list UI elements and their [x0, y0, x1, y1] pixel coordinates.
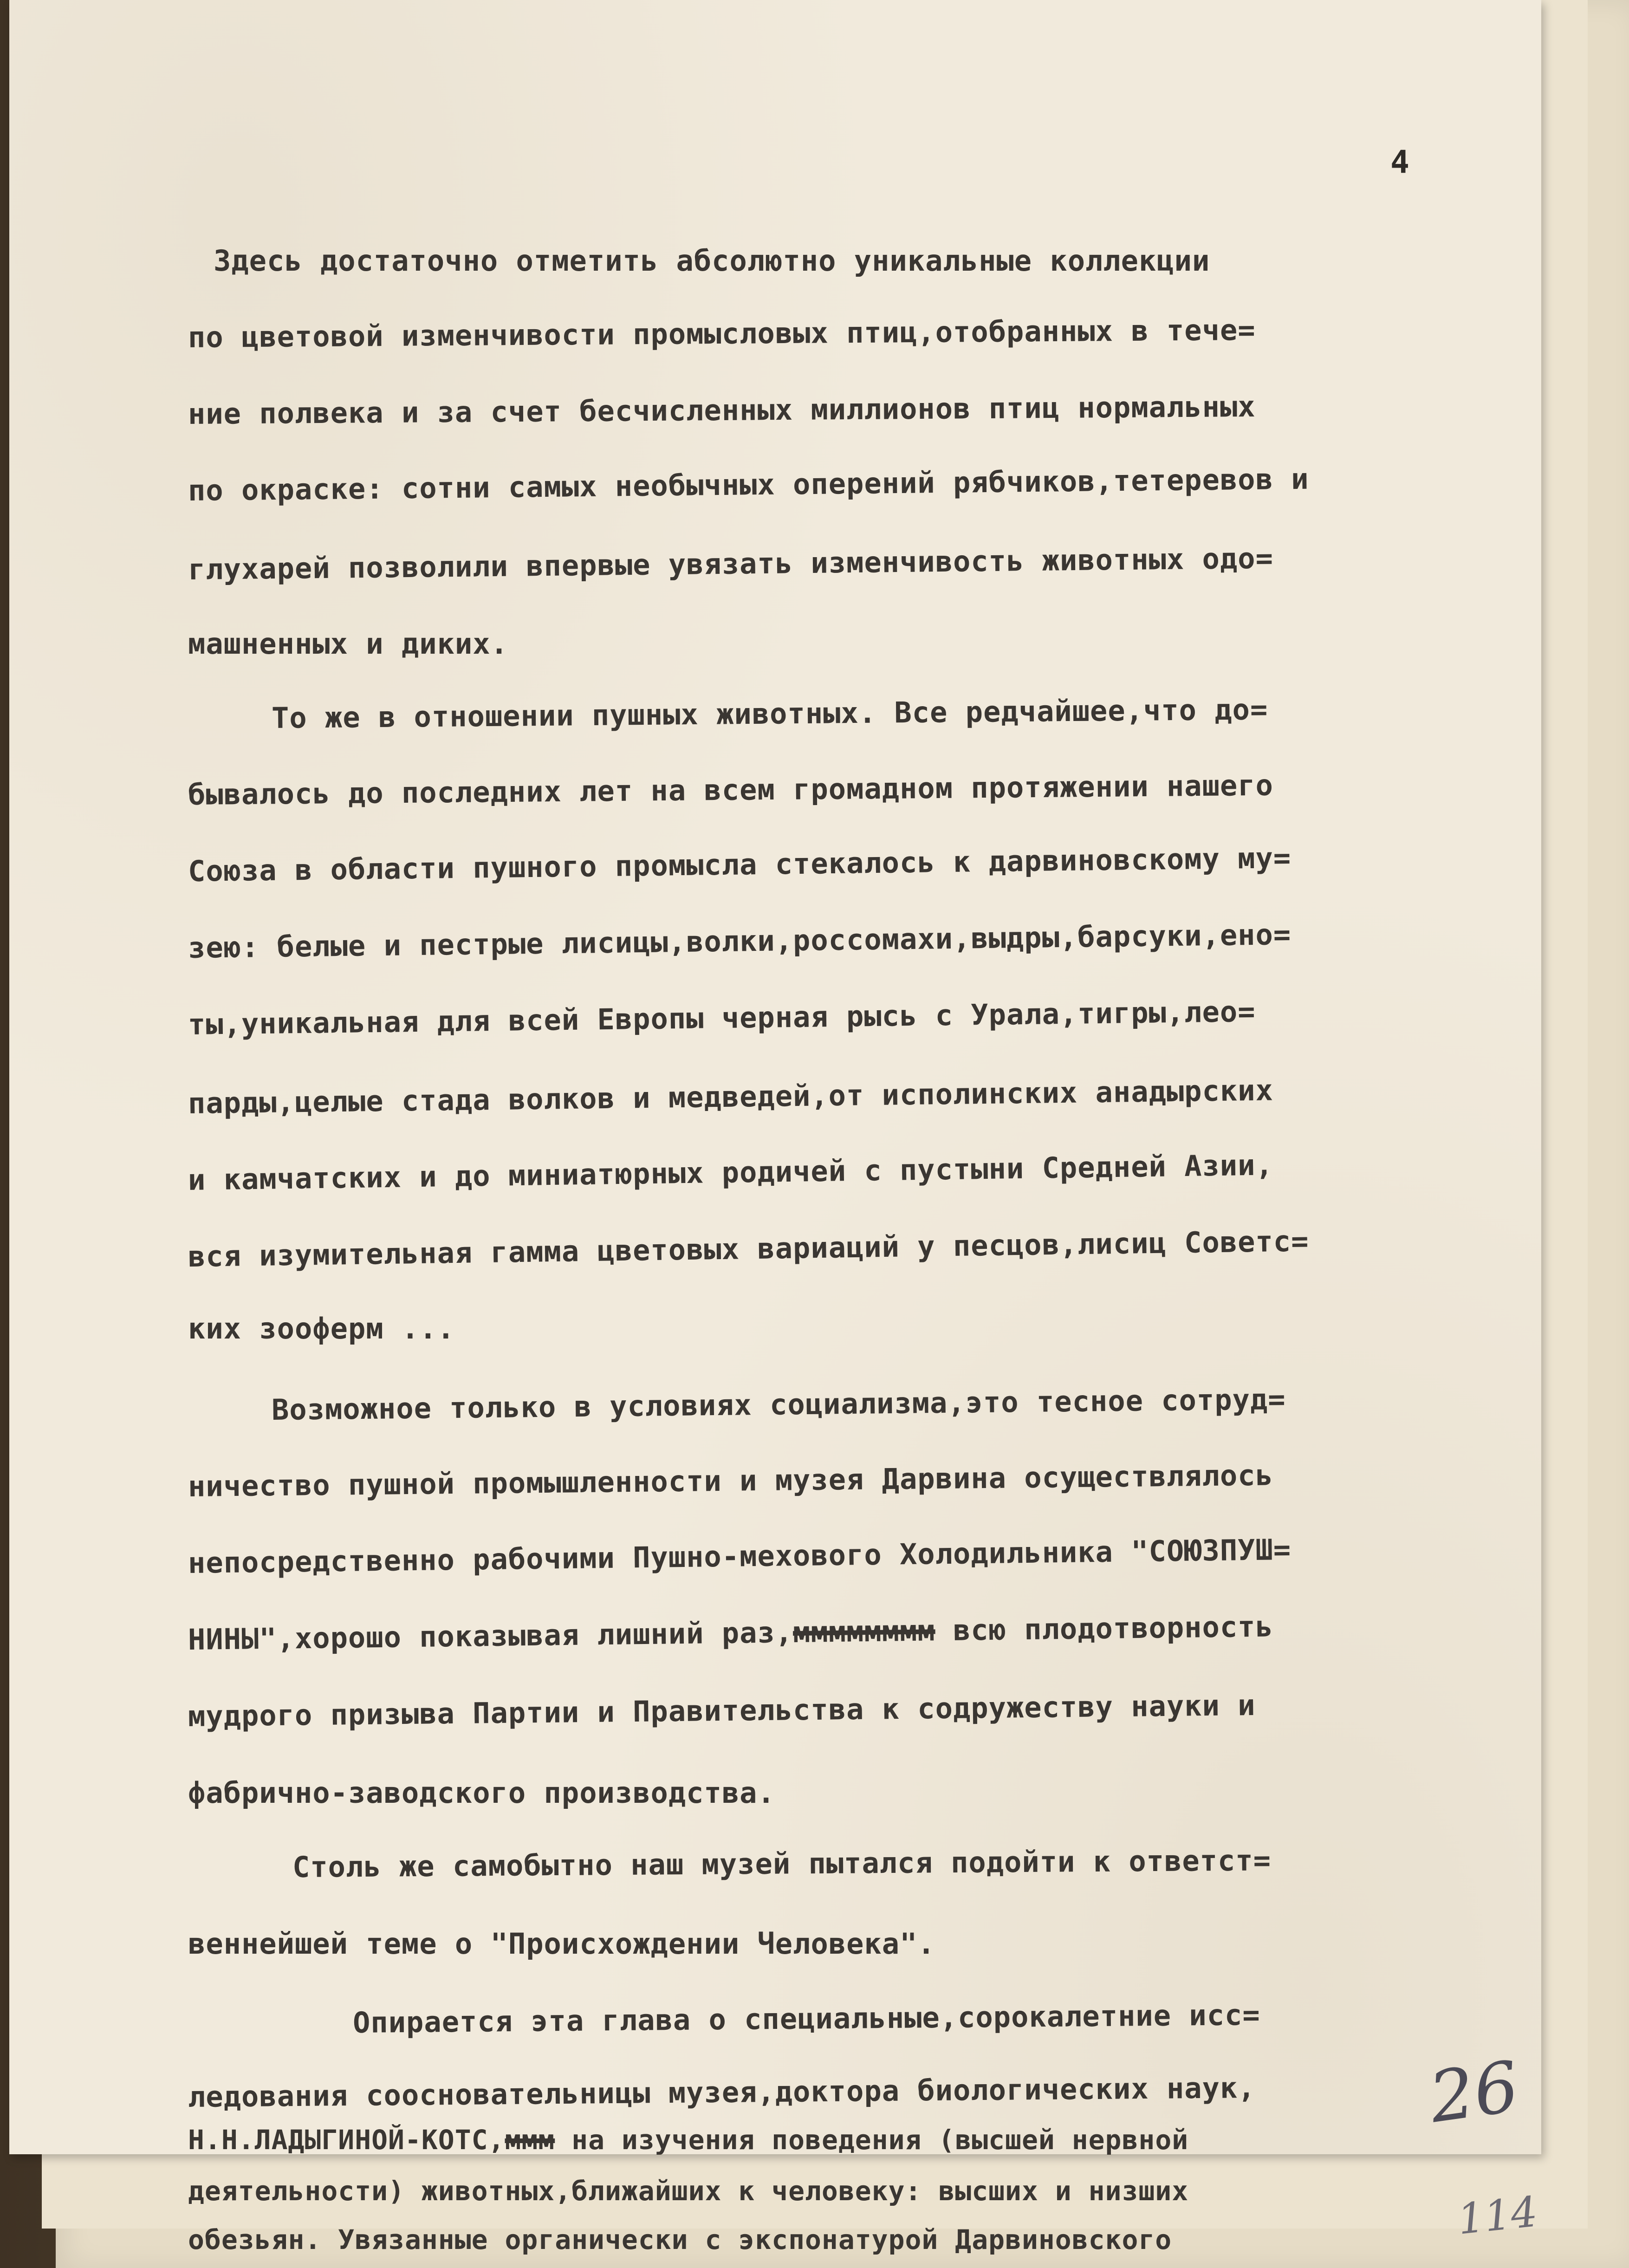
text-line: Опирается эта глава о специальные,сорокалетние исс=	[352, 1997, 1260, 2040]
text-line: Возможное только в условиях социализма,это тесное сотруд=	[271, 1382, 1286, 1427]
text-line: ние полвека и за счет бесчисленных миллионов птиц нормальных	[188, 389, 1256, 431]
text-line: бывалось до последних лет на всем громадном протяжении нашего	[188, 768, 1274, 812]
text-line: парды,целые стада волков и медведей,от исполинских анадырских	[188, 1073, 1274, 1120]
text-line: непосредственно рабочими Пушно-мехового Холодильника "СОЮЗПУШ=	[188, 1532, 1292, 1580]
text-line: вся изумительная гамма цветовых вариаций у песцов,лисиц Советс=	[188, 1224, 1309, 1274]
text-line: Здесь достаточно отметить абсолютно уникальные коллекции	[214, 244, 1210, 278]
text-line: глухарей позволили впервые увязать изменчивость животных одо=	[188, 541, 1274, 586]
text-segment: НИНЫ",хорошо показывая лишний раз,	[188, 1615, 793, 1657]
text-line: ничество пушной промышленности и музея Дарвина осуществлялось	[188, 1458, 1274, 1503]
text-line: по окраске: сотни самых необычных оперений рябчиков,тетеревов и	[188, 461, 1309, 507]
text-line-with-strike	[188, 2124, 1188, 2156]
text-line: ких зооферм ...	[188, 1312, 455, 1345]
handwritten-folio-number-underlying: 114	[1455, 2187, 1540, 2244]
text-line: и камчатских и до миниатюрных родичей с пустыни Средней Азии,	[188, 1148, 1274, 1197]
text-line: ты,уникальная для всей Европы черная рысь с Урала,тигры,лео=	[188, 994, 1256, 1041]
text-line: ледования соосновательницы музея,доктора биологических наук,	[188, 2070, 1256, 2114]
text-line: Столь же самобытно наш музей пытался подойти к ответст=	[292, 1843, 1272, 1884]
text-line: фабрично-заводского производства.	[188, 1776, 775, 1810]
text-line: машненных и диких.	[188, 627, 508, 661]
struck-out-text: мммммммм	[792, 1613, 936, 1650]
handwritten-folio-number: 26	[1424, 2046, 1524, 2139]
page-number: 4	[1390, 144, 1409, 181]
text-segment: всю плодотворность	[935, 1609, 1274, 1648]
text-line: по цветовой изменчивости промысловых птиц,отобранных в тече=	[188, 312, 1256, 354]
text-line: веннейшей теме о "Происхождении Человека".	[188, 1927, 935, 1961]
text-line: деятельности) животных,ближайших к человеку: высших и низших	[188, 2175, 1189, 2207]
text-line: обезьян. Увязанные органически с экспонатурой Дарвиновского	[188, 2224, 1172, 2255]
text-line: зею: белые и пестрые лисицы,волки,россомахи,выдры,барсуки,ено=	[188, 917, 1292, 965]
text-line: Союза в области пушного промысла стекалось к дарвиновскому му=	[188, 840, 1292, 888]
text-line: То же в отношении пушных животных. Все редчайшее,что до=	[271, 692, 1268, 735]
text-segment: Н.Н.ЛАДЫГИНОЙ-КОТС,	[188, 2124, 505, 2156]
struck-out-text: ммм	[505, 2124, 555, 2156]
text-segment: на изучения поведения (высшей нервной	[555, 2124, 1189, 2156]
text-line: мудрого призыва Партии и Правительства к содружеству науки и	[188, 1688, 1256, 1733]
